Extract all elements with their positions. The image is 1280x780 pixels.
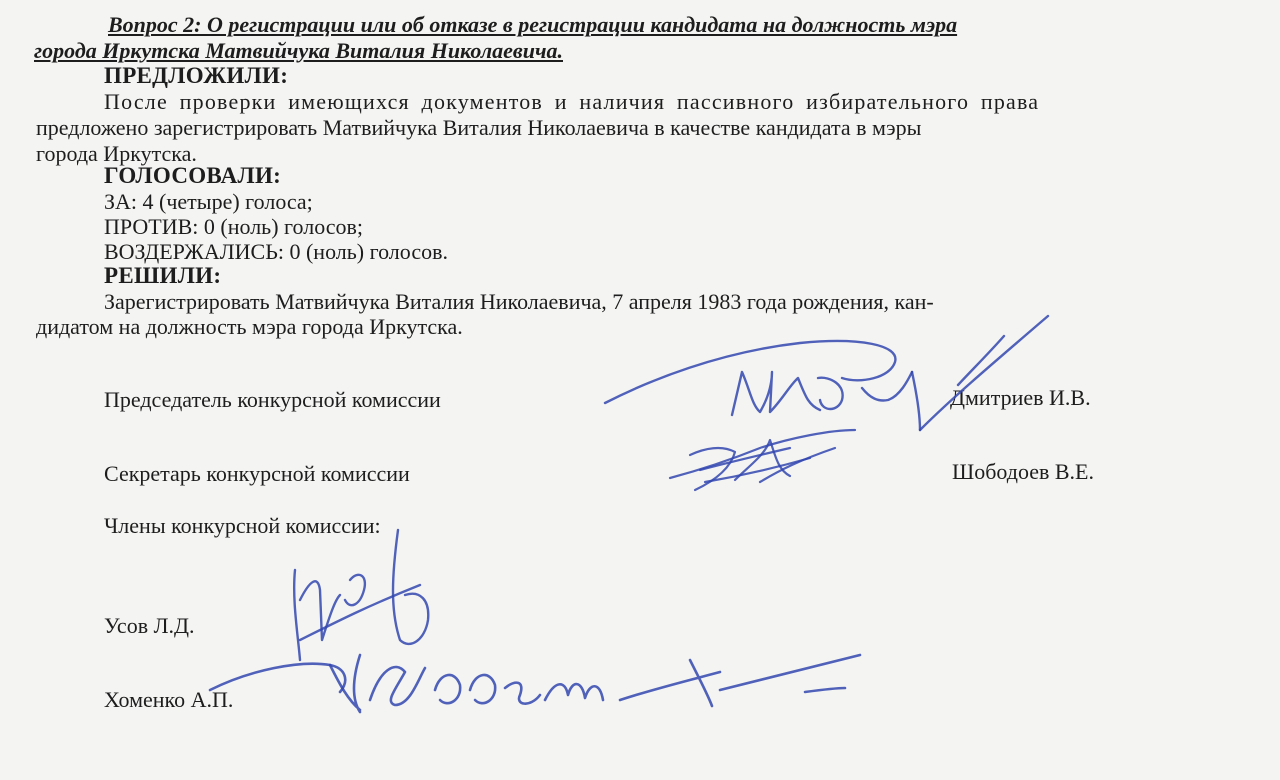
member-usov: Усов Л.Д. — [104, 613, 195, 638]
proposed-line3: города Иркутска. — [36, 141, 197, 166]
vote-for: ЗА: 4 (четыре) голоса; — [104, 189, 313, 214]
secretary-name: Шободоев В.Е. — [952, 459, 1094, 484]
chairman-signature — [605, 316, 1048, 430]
khomenko-signature — [210, 655, 860, 712]
vote-against: ПРОТИВ: 0 (ноль) голосов; — [104, 214, 364, 239]
proposed-heading: ПРЕДЛОЖИЛИ: — [104, 63, 289, 88]
chairman-label: Председатель конкурсной комиссии — [104, 387, 441, 412]
chairman-name: Дмитриев И.В. — [950, 385, 1091, 410]
proposed-line1-text: После проверки имеющихся документов и наличия пассивного избирательного права — [104, 89, 1040, 114]
member-khomenko: Хоменко А.П. — [104, 687, 234, 712]
secretary-label: Секретарь конкурсной комиссии — [104, 461, 410, 486]
secretary-signature — [670, 430, 855, 490]
members-label: Члены конкурсной комиссии: — [104, 513, 381, 538]
decided-heading: РЕШИЛИ: — [104, 263, 222, 288]
proposed-line2: предложено зарегистрировать Матвийчука Виталия Николаевича в качестве кандидата в мэры — [36, 115, 922, 140]
decided-line1: Зарегистрировать Матвийчука Виталия Николаевича, 7 апреля 1983 года рождения, кан- — [104, 289, 934, 314]
voted-heading: ГОЛОСОВАЛИ: — [104, 163, 282, 188]
proposed-line1 — [104, 89, 1250, 115]
question-title-line1: Вопрос 2: О регистрации или об отказе в регистрации кандидата на должность мэра — [108, 12, 958, 37]
question-title-line2: города Иркутска Матвийчука Виталия Николаевича. — [34, 38, 563, 63]
vote-abstained: ВОЗДЕРЖАЛИСЬ: 0 (ноль) голосов. — [104, 239, 448, 264]
usov-signature — [294, 530, 428, 660]
decided-line2: дидатом на должность мэра города Иркутска. — [36, 314, 463, 339]
